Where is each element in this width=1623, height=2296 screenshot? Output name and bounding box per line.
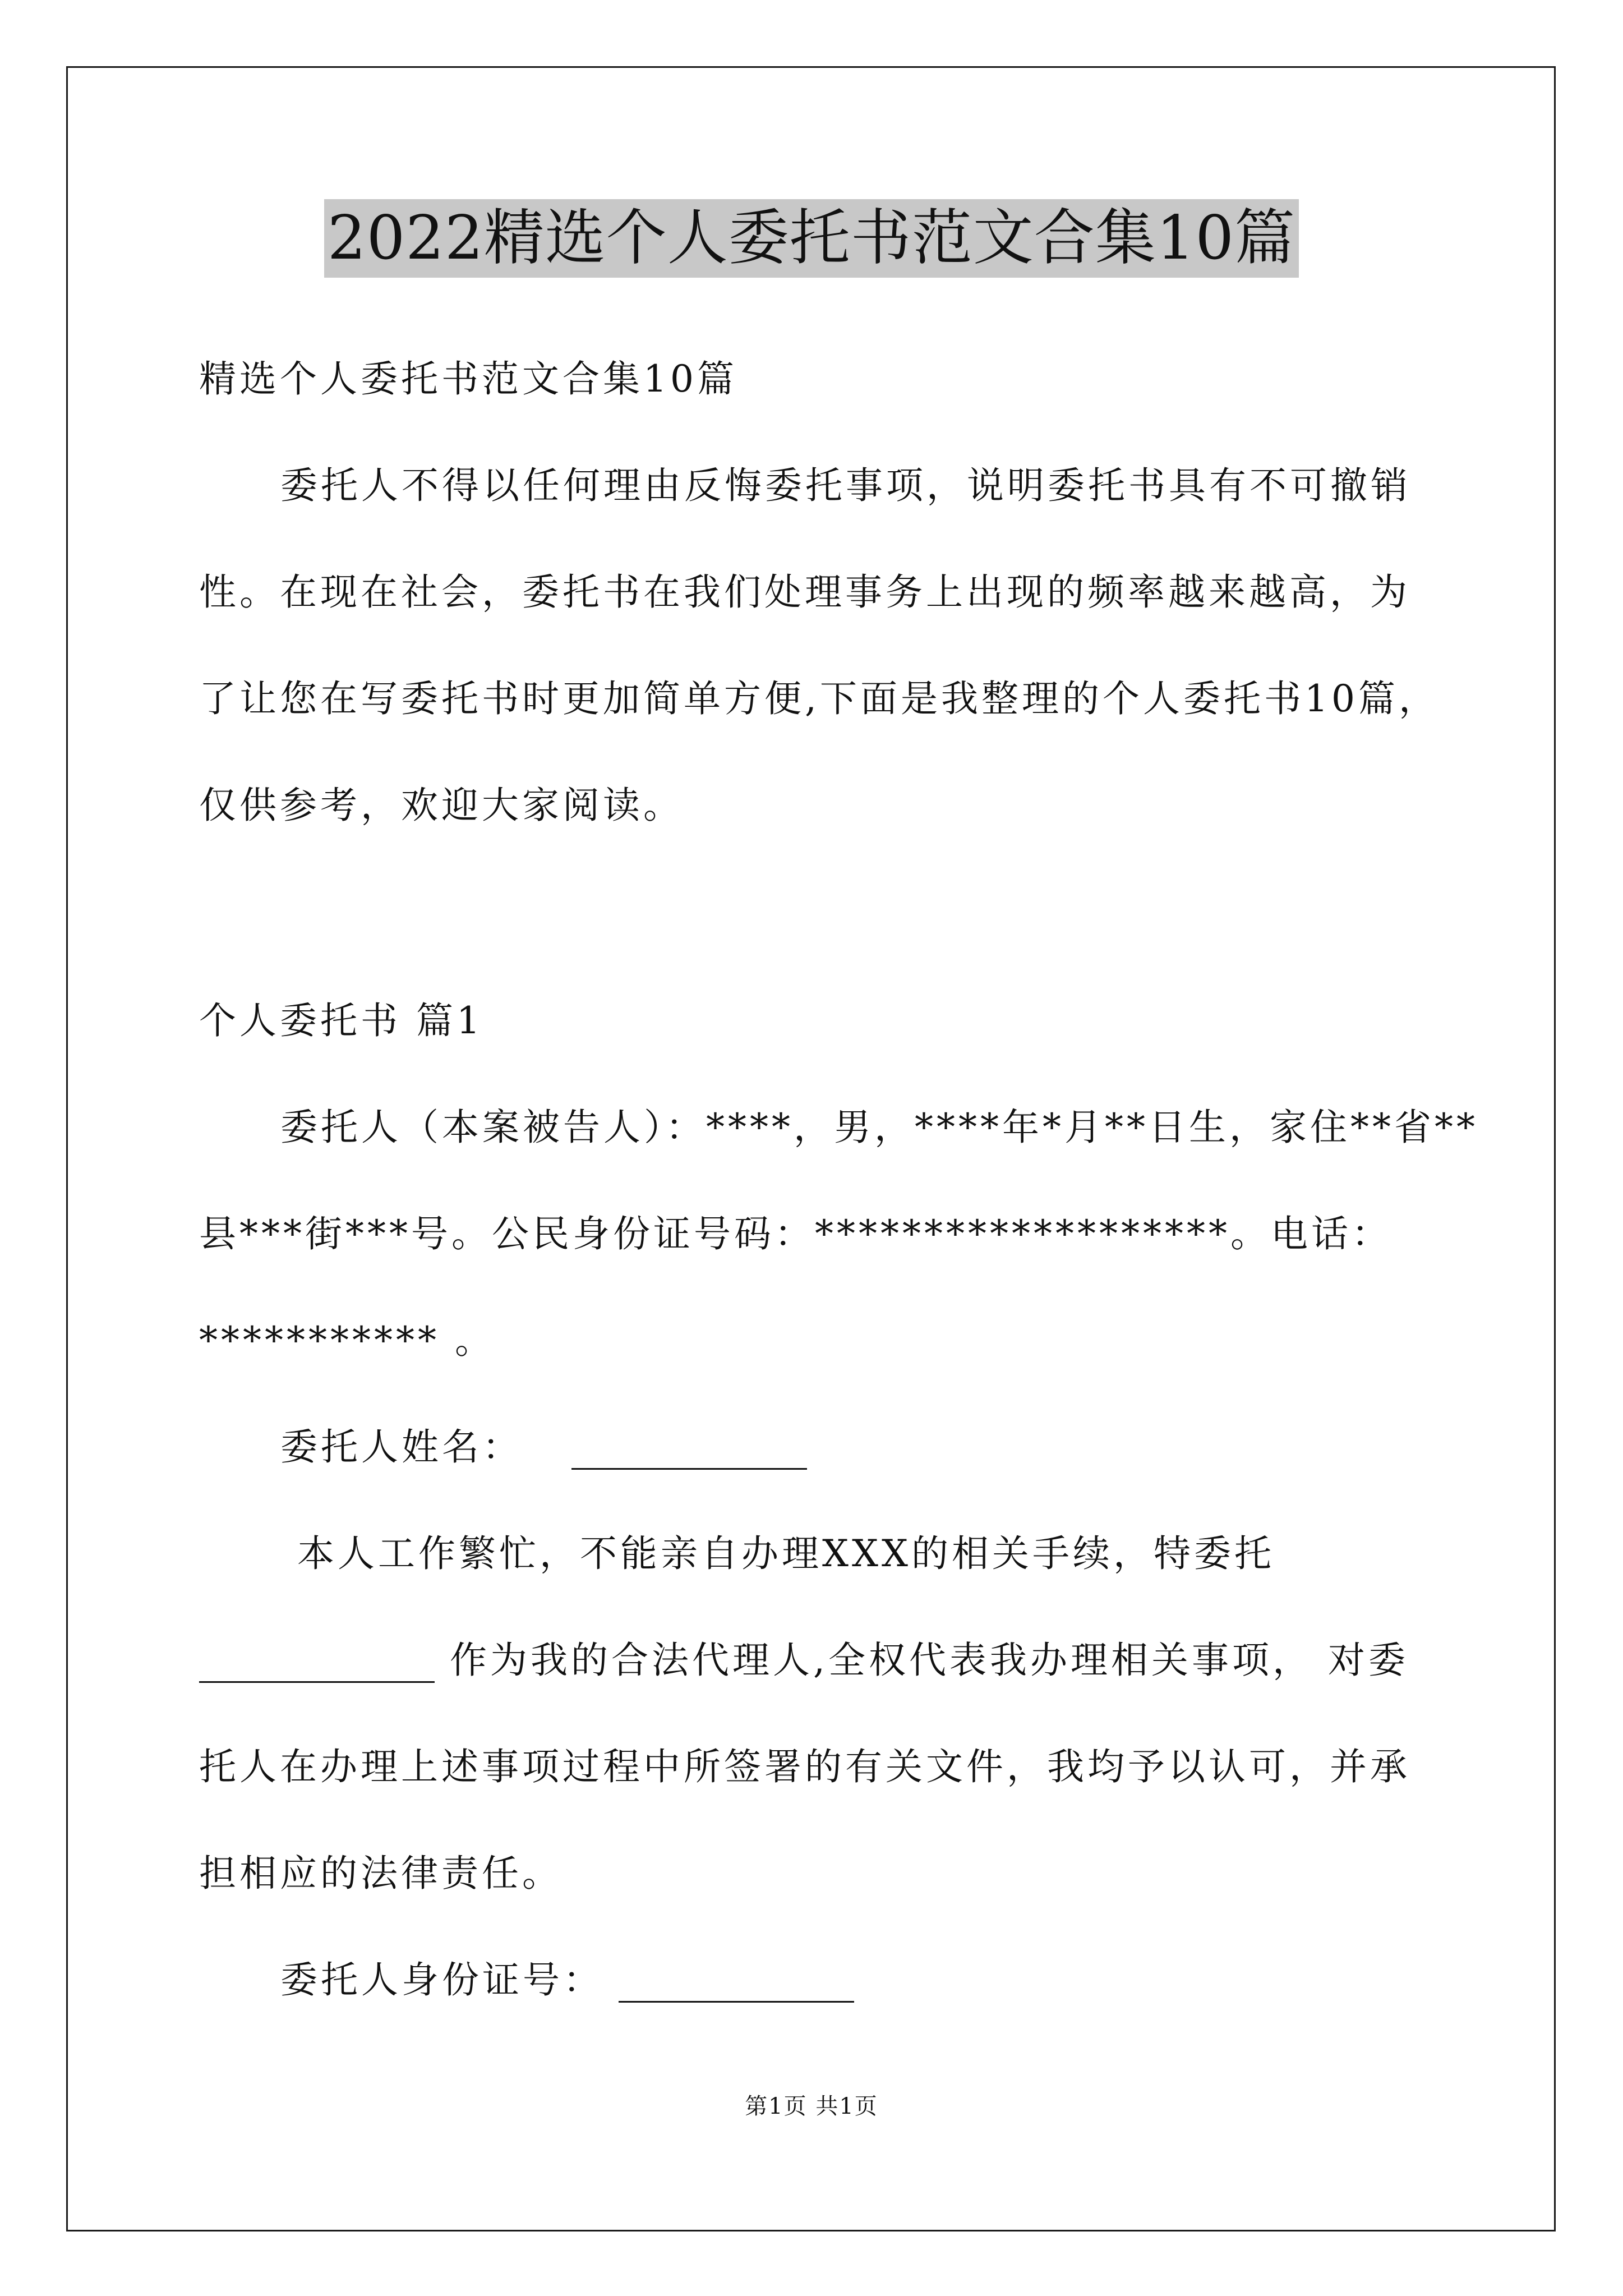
name-label: 委托人姓名： [280,1425,523,1469]
id-blank[interactable] [619,1967,854,2003]
page-footer: 第1页 共1页 [745,2093,878,2119]
body-line-3: 托人在办理上述事项过程中所签署的有关文件，我均予以认可，并承 [199,1745,1410,1788]
intro-line-3: 了让您在写委托书时更加简单方便,下面是我整理的个人委托书10篇， [199,677,1439,720]
intro-line-4: 仅供参考，欢迎大家阅读。 [199,784,684,827]
subtitle: 精选个人委托书范文合集10篇 [199,357,737,401]
body-line-2-text: 作为我的合法代理人,全权代表我办理相关事项， 对委 [449,1639,1409,1682]
name-row [280,1425,807,1470]
agent-blank[interactable] [199,1648,435,1683]
name-blank[interactable] [571,1434,807,1470]
section-heading: 个人委托书 篇1 [199,999,483,1042]
id-label: 委托人身份证号： [280,1958,603,2001]
id-row [280,1958,854,2003]
client-line-2: 县***街***号。公民身份证号码：*******************。电话： [199,1212,1392,1255]
body-line-2 [199,1638,1409,1683]
intro-line-1: 委托人不得以任何理由反悔委托事项，说明委托书具有不可撤销 [280,464,1411,507]
body-line-4: 担相应的法律责任。 [199,1852,562,1895]
document-title: 2022精选个人委托书范文合集10篇 [324,199,1299,278]
intro-line-2: 性。在现在社会，委托书在我们处理事务上出现的频率越来越高，为 [199,570,1410,614]
client-line-3: *********** 。 [199,1319,495,1362]
client-line-1: 委托人（本案被告人）：****，男，****年*月**日生，家住**省** [280,1106,1478,1149]
title-container [0,199,1623,278]
body-line-1: 本人工作繁忙，不能亲自办理XXX的相关手续，特委托 [297,1532,1275,1575]
